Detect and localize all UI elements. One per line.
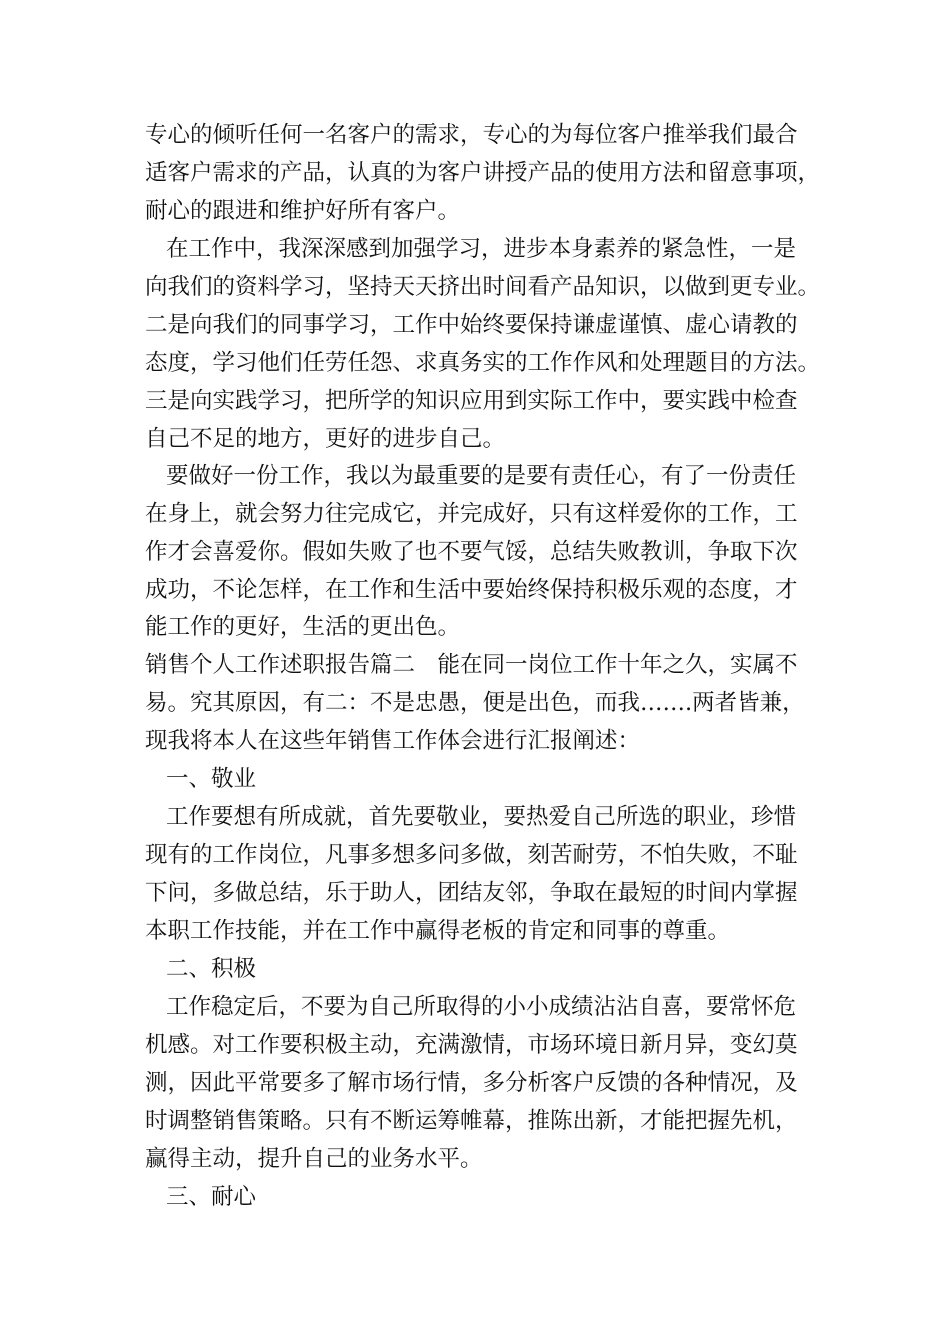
- text-line: 易。究其原因，有二：不是忠愚，便是出色，而我…….两者皆兼，: [145, 690, 805, 716]
- text-line: 成功，不论怎样，在工作和生活中要始终保持积极乐观的态度，才: [145, 577, 798, 603]
- text-line: 现有的工作岗位，凡事多想多问多做，刻苦耐劳，不怕失败，不耻: [145, 842, 798, 868]
- text-line: 二是向我们的同事学习，工作中始终要保持谦虚谨慎、虚心请教的: [145, 312, 798, 338]
- text-line: 时调整销售策略。只有不断运筹帷幕，推陈出新，才能把握先机，: [145, 1108, 798, 1134]
- text-line: 工作稳定后，不要为自己所取得的小小成绩沾沾自喜，要常怀危: [166, 994, 797, 1020]
- text-line: 能工作的更好，生活的更出色。: [145, 614, 461, 640]
- text-line: 下问，多做总结，乐于助人，团结友邻，争取在最短的时间内掌握: [145, 880, 798, 906]
- text-line: 赢得主动，提升自己的业务水平。: [145, 1146, 483, 1172]
- text-line: 现我将本人在这些年销售工作体会进行汇报阐述：: [145, 728, 641, 754]
- text-line: 态度，学习他们任劳任怨、求真务实的工作作风和处理题目的方法。: [145, 350, 821, 376]
- text-line: 自己不足的地方，更好的进步自己。: [145, 426, 506, 452]
- text-line: 在工作中，我深深感到加强学习，进步本身素养的紧急性，一是: [166, 236, 797, 262]
- section-title-line: 销售个人工作述职报告篇二 能在同一岗位工作十年之久，实属不: [145, 652, 798, 678]
- text-line: 测，因此平常要多了解市场行情，多分析客户反馈的各种情况，及: [145, 1070, 798, 1096]
- text-line: 三是向实践学习，把所学的知识应用到实际工作中，要实践中检查: [145, 388, 798, 414]
- subheading: 三、耐心: [166, 1184, 257, 1210]
- text-line: 本职工作技能，并在工作中赢得老板的肯定和同事的尊重。: [145, 918, 731, 944]
- subheading: 二、积极: [166, 956, 257, 982]
- text-line: 在身上，就会努力往完成它，并完成好，只有这样爱你的工作，工: [145, 501, 798, 527]
- text-line: 机感。对工作要积极主动，充满激情，市场环境日新月异，变幻莫: [145, 1032, 798, 1058]
- text-line: 向我们的资料学习，坚持天天挤出时间看产品知识，以做到更专业。: [145, 274, 821, 300]
- text-line: 专心的倾听任何一名客户的需求，专心的为每位客户推举我们最合: [145, 122, 798, 148]
- text-line: 工作要想有所成就，首先要敬业，要热爱自己所选的职业，珍惜: [166, 804, 797, 830]
- text-line: 要做好一份工作，我以为最重要的是要有责任心，有了一份责任: [166, 463, 797, 489]
- text-line: 适客户需求的产品，认真的为客户讲授产品的使用方法和留意事项，: [145, 160, 821, 186]
- subheading: 一、敬业: [166, 766, 257, 792]
- text-line: 耐心的跟进和维护好所有客户。: [145, 198, 461, 224]
- text-line: 作才会喜爱你。假如失败了也不要气馁，总结失败教训，争取下次: [145, 539, 798, 565]
